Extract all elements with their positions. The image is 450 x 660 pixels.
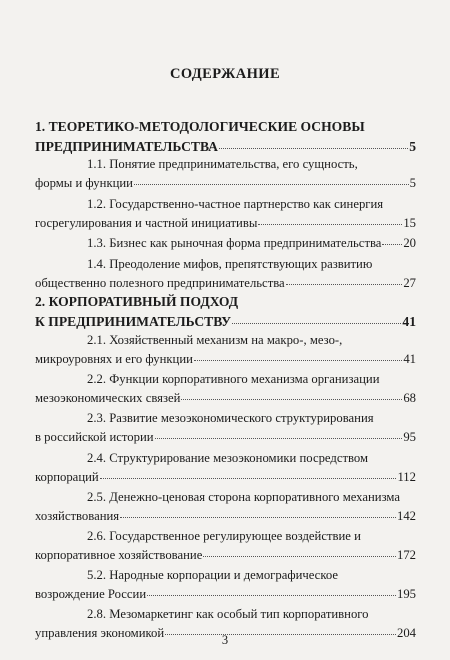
toc-entry-title: 2.8. Мезомаркетинг как особый тип корпоративного: [87, 607, 369, 621]
dot-leader: [219, 136, 408, 149]
toc-section: [35, 449, 416, 487]
toc-chapter: [35, 117, 416, 157]
toc-entry-title-cont: в российской истории: [35, 430, 154, 444]
toc-section: [35, 370, 416, 408]
toc-page-number: 95: [403, 430, 416, 444]
toc-page-number: 204: [396, 626, 416, 640]
toc-entry-title: 1.3. Бизнес как рыночная форма предпринимательства: [87, 236, 382, 250]
dot-leader: [181, 388, 402, 400]
toc-entry-title: 2.6. Государственное регулирующее воздействие и: [87, 529, 361, 543]
dot-leader: [100, 467, 397, 479]
dot-leader: [147, 584, 396, 596]
dot-leader: [286, 273, 403, 285]
toc-section: [35, 255, 416, 293]
toc-entry-title: 5.2. Народные корпорации и демографическое: [87, 568, 338, 582]
toc-entry-title-cont: общественно полезного предпринимательства: [35, 276, 285, 290]
toc-entry-title-cont: формы и функции: [35, 176, 133, 190]
dot-leader: [155, 427, 403, 439]
page-number: 3: [221, 633, 229, 647]
toc-entry-title: 2.3. Развитие мезоэкономического структурирования: [87, 411, 374, 425]
toc-page-number: 20: [403, 236, 416, 250]
toc-entry-title-cont: К ПРЕДПРИНИМАТЕЛЬСТВУ: [35, 314, 232, 329]
dot-leader: [194, 349, 402, 361]
toc-entry-title: 2.1. Хозяйственный механизм на макро-, мезо-,: [87, 333, 343, 347]
toc-page-number: 195: [396, 587, 416, 601]
toc-page-number: 27: [403, 276, 416, 290]
dot-leader: [120, 506, 396, 518]
toc-entry-title-cont: микроуровнях и его функции: [35, 352, 193, 366]
toc-entry-title-cont: хозяйствования: [35, 509, 120, 523]
toc-chapter: [35, 292, 416, 332]
toc-entry-title-cont: ПРЕДПРИНИМАТЕЛЬСТВА: [35, 139, 218, 154]
dot-leader: [203, 545, 396, 557]
toc-entry-title: 2.4. Структурирование мезоэкономики посредством: [87, 451, 369, 465]
dot-leader: [134, 173, 409, 185]
toc-section: [35, 566, 416, 604]
toc-entry-title-cont: корпоративное хозяйствование: [35, 548, 203, 562]
toc-section: [35, 155, 416, 193]
toc-section: [35, 234, 416, 253]
toc-page-number: 142: [396, 509, 416, 523]
toc-entry-title: 2.2. Функции корпоративного механизма организации: [87, 372, 380, 386]
toc-entry-title: 1.4. Преодоление мифов, препятствующих развитию: [87, 257, 373, 271]
toc-section: [35, 331, 416, 369]
toc-page-number: 112: [397, 470, 416, 484]
toc-entry-title-cont: управления экономикой: [35, 626, 165, 640]
toc-section: [35, 488, 416, 526]
dot-leader: [232, 311, 401, 324]
toc-page-number: 5: [409, 139, 416, 154]
dot-leader: [258, 213, 402, 225]
toc-entry-title-cont: корпораций: [35, 470, 99, 484]
toc-section: [35, 195, 416, 233]
toc-page-number: 41: [403, 352, 416, 366]
toc-page-number: 68: [403, 391, 416, 405]
toc-entry-title: 2.5. Денежно-ценовая сторона корпоративного механизма: [87, 490, 400, 504]
toc-section: [35, 409, 416, 447]
toc-entry-title-cont: госрегулирования и частной инициативы: [35, 216, 258, 230]
toc-entry-title: 1. ТЕОРЕТИКО-МЕТОДОЛОГИЧЕСКИЕ ОСНОВЫ: [35, 119, 365, 134]
toc-page-number: 41: [402, 314, 416, 329]
toc-page-number: 15: [403, 216, 416, 230]
toc-page-number: 5: [409, 176, 416, 190]
toc-section: [35, 527, 416, 565]
toc-entry-title: 1.2. Государственно-частное партнерство как синергия: [87, 197, 384, 211]
toc-entry-title: 2. КОРПОРАТИВНЫЙ ПОДХОД: [35, 294, 239, 309]
toc-entry-title-cont: возрождение России: [35, 587, 147, 601]
toc-entry-title: 1.1. Понятие предпринимательства, его сущность,: [87, 157, 358, 171]
page-title: СОДЕРЖАНИЕ: [169, 66, 281, 82]
toc-entry-title-cont: мезоэкономических связей: [35, 391, 181, 405]
toc-page-number: 172: [396, 548, 416, 562]
dot-leader: [382, 233, 402, 245]
